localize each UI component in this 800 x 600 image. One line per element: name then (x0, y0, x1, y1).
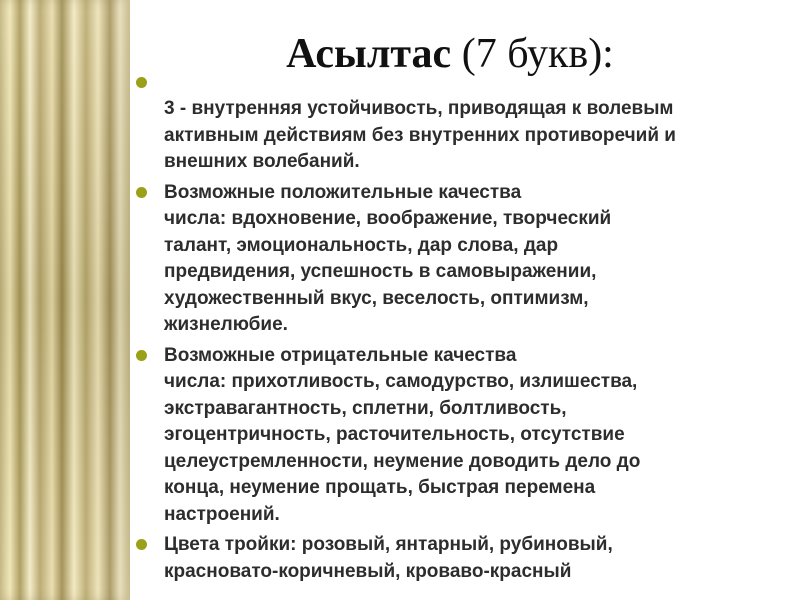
bullet-text-positive: Возможные положительные качества числа: вдохновение, воображение, творческий талант, эмоциональность, дар слова, дар предвидения, успешность в самовыражении, художественный вкус, веселость, оптимизм, жизнелюбие. (164, 181, 612, 335)
bullet-item-colors (136, 532, 776, 585)
bullet-item-positive (136, 180, 776, 339)
bullet-dot-icon (136, 539, 147, 550)
bullet-item-negative (136, 343, 776, 529)
slide-title-suffix: (7 букв): (451, 31, 614, 77)
bullet-text-meaning: 3 - внутренняя устойчивость, приводящая к волевым активным действиям без внутренних противоречий и внешних волебаний. (164, 98, 676, 172)
bullet-dot-icon (136, 77, 147, 88)
golden-drapery-decoration (0, 0, 130, 600)
bullet-dot-icon (136, 187, 147, 198)
slide-title-word: Асылтас (286, 31, 452, 77)
bullet-list (136, 70, 776, 589)
bullet-text-negative: Возможные отрицательные качества числа: прихотливость, самодурство, излишества, экстравагантность, сплетни, болтливость, эгоцентричность, расточительность, отсутствие целеустремленности, неумение доводить дело до конца, неумение прощать, быстрая перемена настроений. (164, 344, 641, 525)
bullet-dot-icon (136, 350, 147, 361)
bullet-item-meaning (136, 70, 776, 176)
bullet-text-colors: Цвета тройки: розовый, янтарный, рубиновый, красновато-коричневый, кроваво-красный (164, 534, 613, 582)
